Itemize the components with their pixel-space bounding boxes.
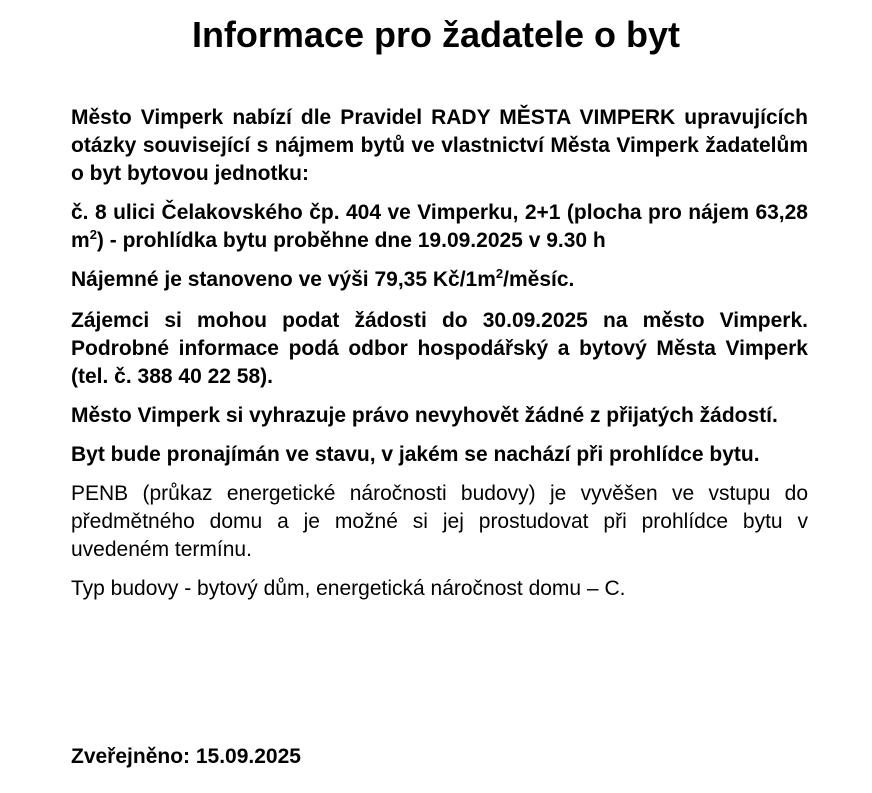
flat-details-paragraph [71,199,808,255]
page-title: Informace pro žadatele o byt [191,14,681,55]
rent-paragraph [71,266,808,294]
notice-body [71,104,808,614]
flat-details-text-b: ) - prohlídka bytu proběhne dne 19.09.2025 v 9.30 h [96,229,606,252]
condition-paragraph: Byt bude pronajímán ve stavu, v jakém se nachází při prohlídce bytu. [71,443,760,466]
penb-paragraph: PENB (průkaz energetické náročnosti budovy) je vyvěšen ve vstupu do předmětného domu a je možné si jej prostudovat při prohlídce bytu v uvedeném termínu. [71,482,808,561]
reservation-paragraph: Město Vimperk si vyhrazuje právo nevyhovět žádné z přijatých žádostí. [71,404,778,427]
building-type-paragraph: Typ budovy - bytový dům, energetická náročnost domu – C. [71,577,626,600]
rent-text-b: /měsíc. [503,268,575,291]
flat-area-superscript: 2 [89,227,97,242]
rent-text-a: Nájemné je stanoveno ve výši 79,35 Kč/1m [71,268,496,291]
published-date: Zveřejněno: 15.09.2025 [71,745,301,768]
intro-paragraph: Město Vimperk nabízí dle Pravidel RADY MĚSTA VIMPERK upravujících otázky související s nájmem bytů ve vlastnictví Města Vimperk žadatelům o byt bytovou jednotku: [71,106,808,185]
applications-paragraph: Zájemci si mohou podat žádosti do 30.09.2025 na město Vimperk. Podrobné informace podá odbor hospodářský a bytový Města Vimperk (tel. č. 388 40 22 58). [71,309,808,388]
rent-superscript: 2 [495,266,504,281]
flat-details-text-a: č. 8 ulici Čelakovského čp. 404 ve Vimperku, 2+1 (plocha pro nájem 63,28 m [71,201,808,252]
